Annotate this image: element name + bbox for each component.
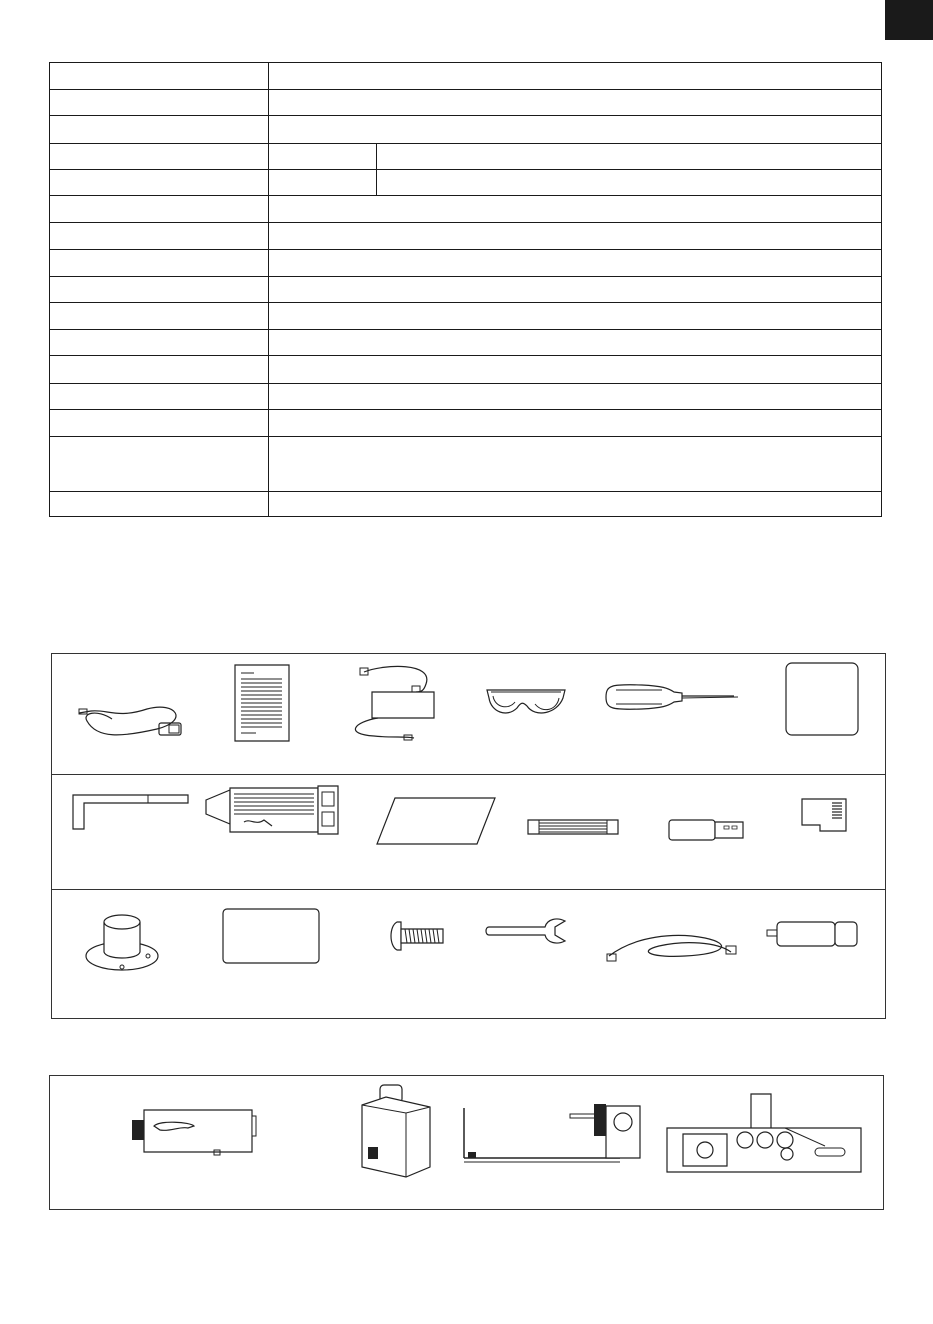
hex-key-icon: [70, 791, 192, 833]
spec-value: [269, 90, 882, 116]
table-row: [50, 303, 882, 330]
spec-value: [269, 116, 882, 143]
usb-cable-icon: [77, 699, 187, 744]
spec-label: [50, 409, 269, 436]
table-row: [50, 356, 882, 383]
spec-value: [269, 409, 882, 436]
spec-label: [50, 223, 269, 249]
manual-document-icon: [234, 664, 290, 742]
spec-label: [50, 330, 269, 356]
cylinder-accessory-icon: [765, 918, 861, 950]
table-row: [50, 437, 882, 491]
spec-value: [269, 330, 882, 356]
spec-label: [50, 63, 269, 90]
spec-value: [377, 143, 882, 169]
spec-label: [50, 356, 269, 383]
spec-label: [50, 383, 269, 409]
optional-accessories-panel: [49, 1075, 884, 1210]
spec-label: [50, 303, 269, 330]
power-adapter-icon: [344, 664, 439, 744]
table-row: [50, 249, 882, 276]
table-row: [50, 90, 882, 116]
safety-goggles-icon: [485, 684, 567, 722]
laser-module-icon: [204, 784, 342, 838]
spec-value: [269, 356, 882, 383]
usb-drive-icon: [666, 814, 746, 844]
rotary-roller-icon: [460, 1096, 645, 1168]
air-assist-pump-icon: [356, 1083, 436, 1179]
table-row: [50, 330, 882, 356]
spec-label: [50, 249, 269, 276]
table-row: [50, 196, 882, 223]
table-row: [50, 383, 882, 409]
table-row: [50, 169, 882, 195]
spec-value: [269, 249, 882, 276]
section-tab-marker: [885, 0, 933, 40]
spec-sub-label: [269, 169, 377, 195]
spec-value: [269, 196, 882, 223]
table-row: [50, 276, 882, 302]
data-cable-icon: [605, 926, 740, 966]
screwdriver-icon: [602, 682, 742, 712]
micro-sd-card-icon: [800, 795, 848, 833]
spec-label: [50, 116, 269, 143]
table-row: [50, 143, 882, 169]
rotary-chuck-icon: [665, 1090, 865, 1176]
protective-sheet-icon: [375, 796, 497, 846]
card-icon: [222, 908, 320, 964]
spec-label: [50, 491, 269, 516]
screw-icon: [387, 920, 447, 952]
table-row: [50, 223, 882, 249]
spec-label: [50, 143, 269, 169]
air-nozzle-icon: [82, 912, 162, 974]
spec-label: [50, 437, 269, 491]
spec-value: [269, 303, 882, 330]
spec-value: [269, 383, 882, 409]
spec-value: [269, 63, 882, 90]
spec-label: [50, 169, 269, 195]
spec-label: [50, 90, 269, 116]
specifications-table: [49, 62, 882, 517]
spec-value: [269, 437, 882, 491]
package-contents-panel: [51, 653, 886, 1019]
table-row: [50, 116, 882, 143]
laser-head-icon: [130, 1106, 260, 1158]
spec-value: [269, 223, 882, 249]
wrench-icon: [485, 917, 567, 947]
table-row: [50, 409, 882, 436]
spec-value: [377, 169, 882, 195]
spec-value: [269, 276, 882, 302]
panel-divider: [52, 889, 885, 890]
table-row: [50, 491, 882, 516]
spec-label: [50, 196, 269, 223]
spec-value: [269, 491, 882, 516]
spec-label: [50, 276, 269, 302]
spec-sub-label: [269, 143, 377, 169]
blank-card-icon: [785, 662, 859, 736]
panel-divider: [52, 774, 885, 775]
cable-ties-icon: [527, 818, 619, 836]
table-row: [50, 63, 882, 90]
